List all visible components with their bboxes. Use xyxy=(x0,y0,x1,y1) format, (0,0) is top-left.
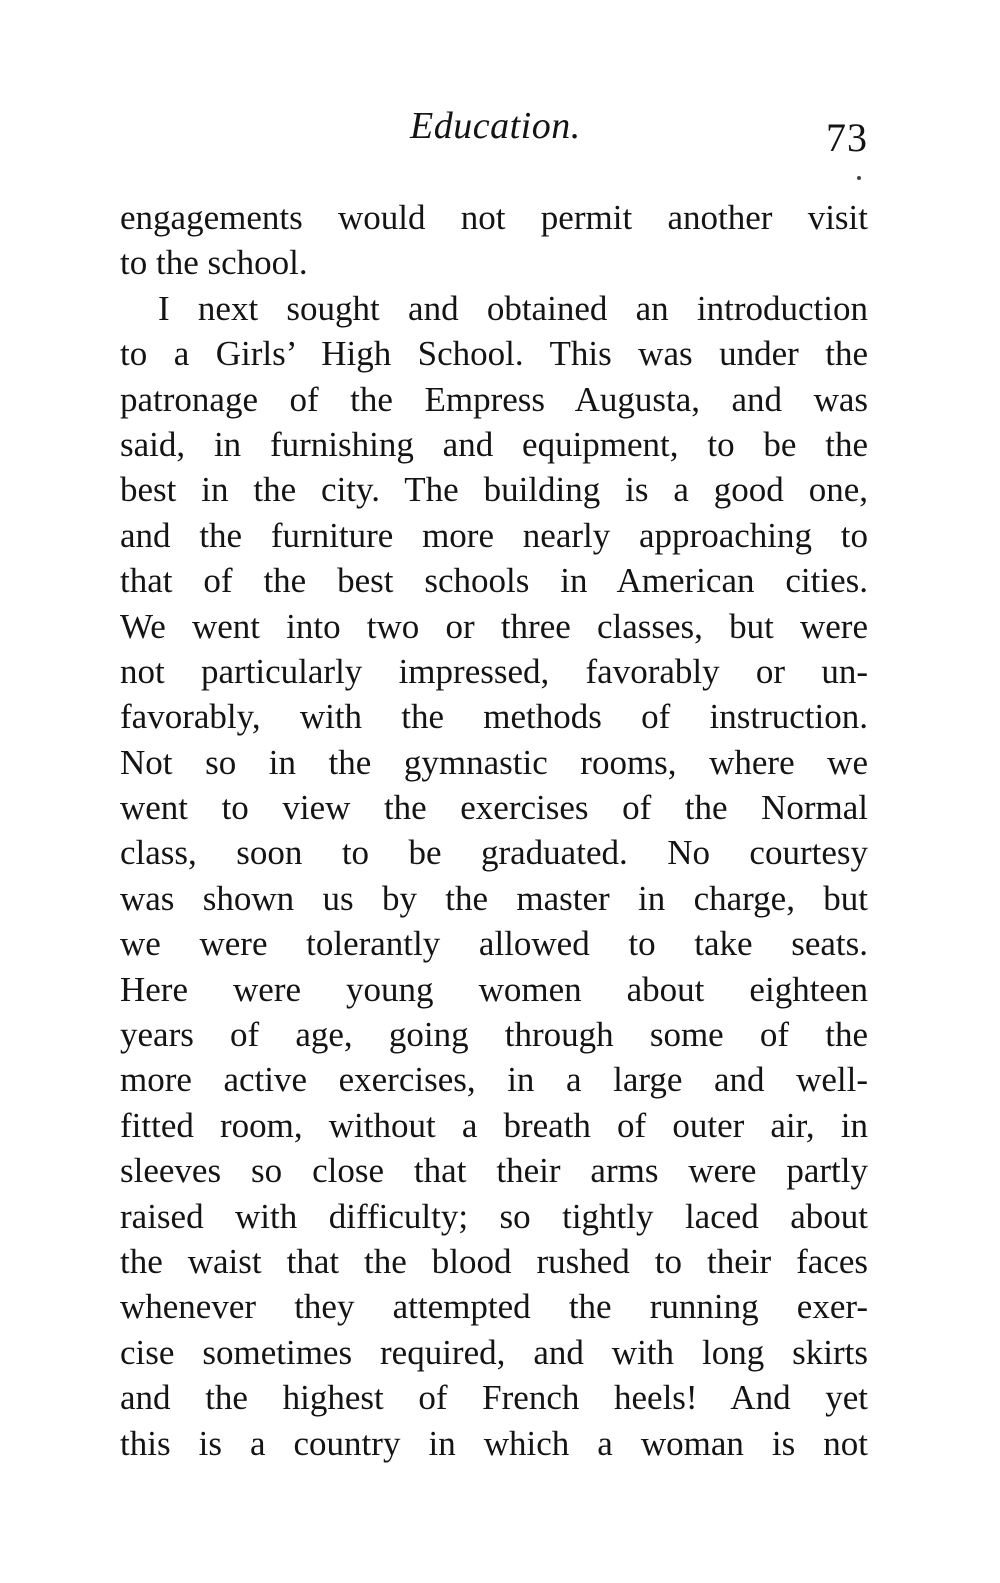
text-line: more active exercises, in a large and well- xyxy=(120,1060,868,1100)
text-line: that of the best schools in American cities. xyxy=(120,561,868,601)
text-line: cise sometimes required, and with long skirts xyxy=(120,1332,868,1372)
text-line: and the highest of French heels! And yet xyxy=(120,1378,868,1418)
text-line: to the school. xyxy=(120,243,308,283)
text-line: best in the city. The building is a good one, xyxy=(120,470,868,510)
text-line: years of age, going through some of the xyxy=(120,1015,868,1055)
text-line: was shown us by the master in charge, but xyxy=(120,878,868,918)
chapter-title: Education. xyxy=(410,105,581,147)
text-line: fitted room, without a breath of outer air, in xyxy=(120,1105,868,1145)
text-line: sleeves so close that their arms were partly xyxy=(120,1151,868,1191)
text-line: to a Girls’ High School. This was under the xyxy=(120,334,868,374)
text-line: I next sought and obtained an introduction xyxy=(158,288,868,328)
text-line: We went into two or three classes, but were xyxy=(120,606,868,646)
text-line: whenever they attempted the running exer- xyxy=(120,1287,868,1327)
text-line: the waist that the blood rushed to their faces xyxy=(120,1241,868,1281)
text-line: class, soon to be graduated. No courtesy xyxy=(120,833,868,873)
text-line: we were tolerantly allowed to take seats. xyxy=(120,924,868,964)
text-line: said, in furnishing and equipment, to be the xyxy=(120,424,868,464)
text-line: patronage of the Empress Augusta, and was xyxy=(120,379,868,419)
text-line: Not so in the gymnastic rooms, where we xyxy=(120,742,868,782)
text-line: raised with difficulty; so tightly laced about xyxy=(120,1196,868,1236)
body-text xyxy=(120,195,868,1466)
print-speck xyxy=(857,176,861,180)
text-line: favorably, with the methods of instruction. xyxy=(120,697,868,737)
page-number: 73 xyxy=(826,115,868,160)
text-line: not particularly impressed, favorably or un- xyxy=(120,651,868,691)
text-line: and the furniture more nearly approaching to xyxy=(120,515,868,555)
text-line: Here were young women about eighteen xyxy=(120,969,868,1009)
text-line: engagements would not permit another visit xyxy=(120,198,868,237)
text-line: went to view the exercises of the Normal xyxy=(120,788,868,828)
text-line: this is a country in which a woman is not xyxy=(120,1423,868,1463)
running-head xyxy=(120,104,868,164)
